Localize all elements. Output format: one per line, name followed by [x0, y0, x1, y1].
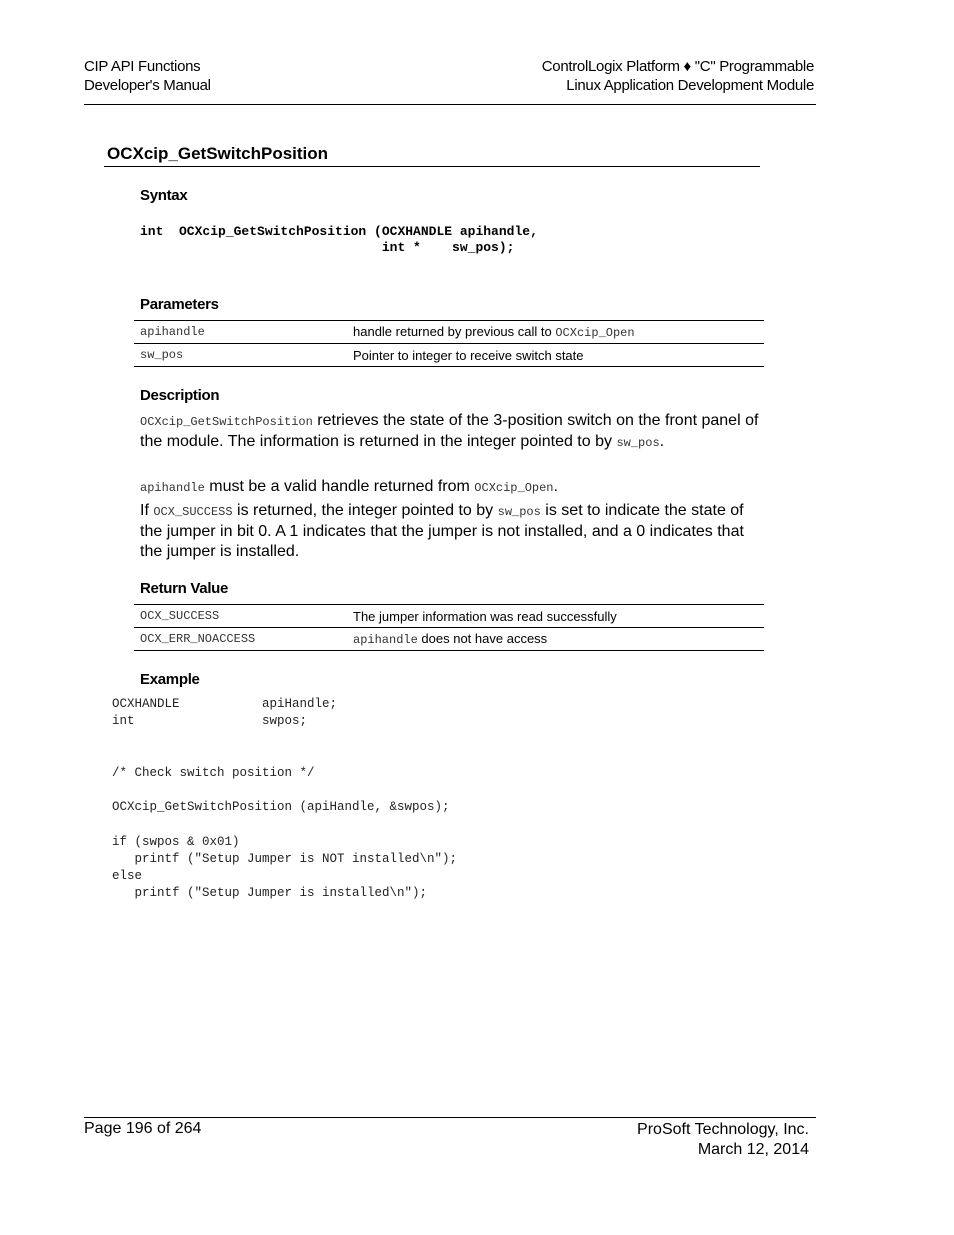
return-description: The jumper information was read successfully [347, 605, 764, 628]
example-heading: Example [140, 671, 200, 688]
param-name: sw_pos [134, 344, 347, 367]
header-module: Linux Application Development Module [566, 77, 814, 94]
table-row [134, 605, 764, 628]
paragraph-text: is returned, the integer pointed to by [232, 502, 498, 519]
paragraph-text: If [140, 502, 154, 519]
example-code-block: OCXHANDLE apiHandle; int swpos; /* Check switch position */ OCXcip_GetSwitchPosition (apiHandle, &swpos); if (swpos & 0x01) printf ("Setup Jumper is NOT installed\n"); else printf ("Setup Jumper is installed\n"); [112, 697, 458, 901]
paragraph-text: . [553, 478, 558, 495]
header-doc-title: CIP API Functions [84, 58, 201, 75]
page-number: Page 196 of 264 [84, 1120, 202, 1137]
return-description [347, 628, 764, 651]
parameters-heading: Parameters [140, 296, 219, 313]
param-description-code: OCXcip_Open [555, 326, 635, 340]
return-description-text: does not have access [417, 631, 548, 646]
header-left [84, 57, 211, 95]
return-code: OCX_ERR_NOACCESS [134, 628, 347, 651]
code-ref: sw_pos [497, 505, 541, 519]
syntax-heading: Syntax [140, 187, 188, 204]
table-row [134, 628, 764, 651]
paragraph-text: retrieves the state of the 3-position switch on the front panel of the module. The information is returned in the integer pointed to by [140, 412, 759, 450]
param-description-text: handle returned by previous call to [353, 324, 556, 339]
header-right [542, 57, 814, 95]
description-paragraph-2 [140, 477, 765, 498]
syntax-line-1: int OCXcip_GetSwitchPosition (OCXHANDLE apihandle, [140, 224, 538, 239]
paragraph-text: must be a valid handle returned from [204, 478, 475, 495]
param-description [347, 321, 764, 344]
return-value-heading: Return Value [140, 580, 229, 597]
function-title: OCXcip_GetSwitchPosition [107, 144, 329, 163]
param-description: Pointer to integer to receive switch state [347, 344, 764, 367]
paragraph-text: is set to indicate the state of the jumper in bit 0. A 1 indicates that the jumper is not installed, and a 0 indicates that the jumper is installed. [140, 502, 744, 560]
description-paragraph-3 [140, 501, 765, 562]
footer-divider [84, 1117, 816, 1118]
header-doc-subtitle: Developer's Manual [84, 77, 211, 94]
header-divider [84, 104, 816, 105]
code-ref: OCX_SUCCESS [153, 505, 233, 519]
code-ref: sw_pos [616, 436, 660, 450]
title-underline [104, 166, 760, 167]
return-value-table [134, 604, 764, 651]
table-row [134, 321, 764, 344]
return-code: OCX_SUCCESS [134, 605, 347, 628]
code-ref: OCXcip_Open [474, 481, 554, 495]
parameters-table [134, 320, 764, 367]
code-ref: apihandle [353, 633, 418, 647]
syntax-line-2: int * sw_pos); [140, 240, 515, 255]
code-ref: apihandle [140, 481, 205, 495]
header-platform: ControlLogix Platform ♦ "C" Programmable [541, 58, 814, 75]
param-name: apihandle [134, 321, 347, 344]
footer-right [637, 1120, 809, 1160]
company-name: ProSoft Technology, Inc. [637, 1121, 809, 1138]
description-paragraph-1 [140, 411, 765, 453]
description-heading: Description [140, 387, 220, 404]
table-row [134, 344, 764, 367]
publication-date: March 12, 2014 [697, 1141, 809, 1158]
paragraph-text: . [659, 433, 665, 450]
code-ref: OCXcip_GetSwitchPosition [140, 415, 313, 429]
